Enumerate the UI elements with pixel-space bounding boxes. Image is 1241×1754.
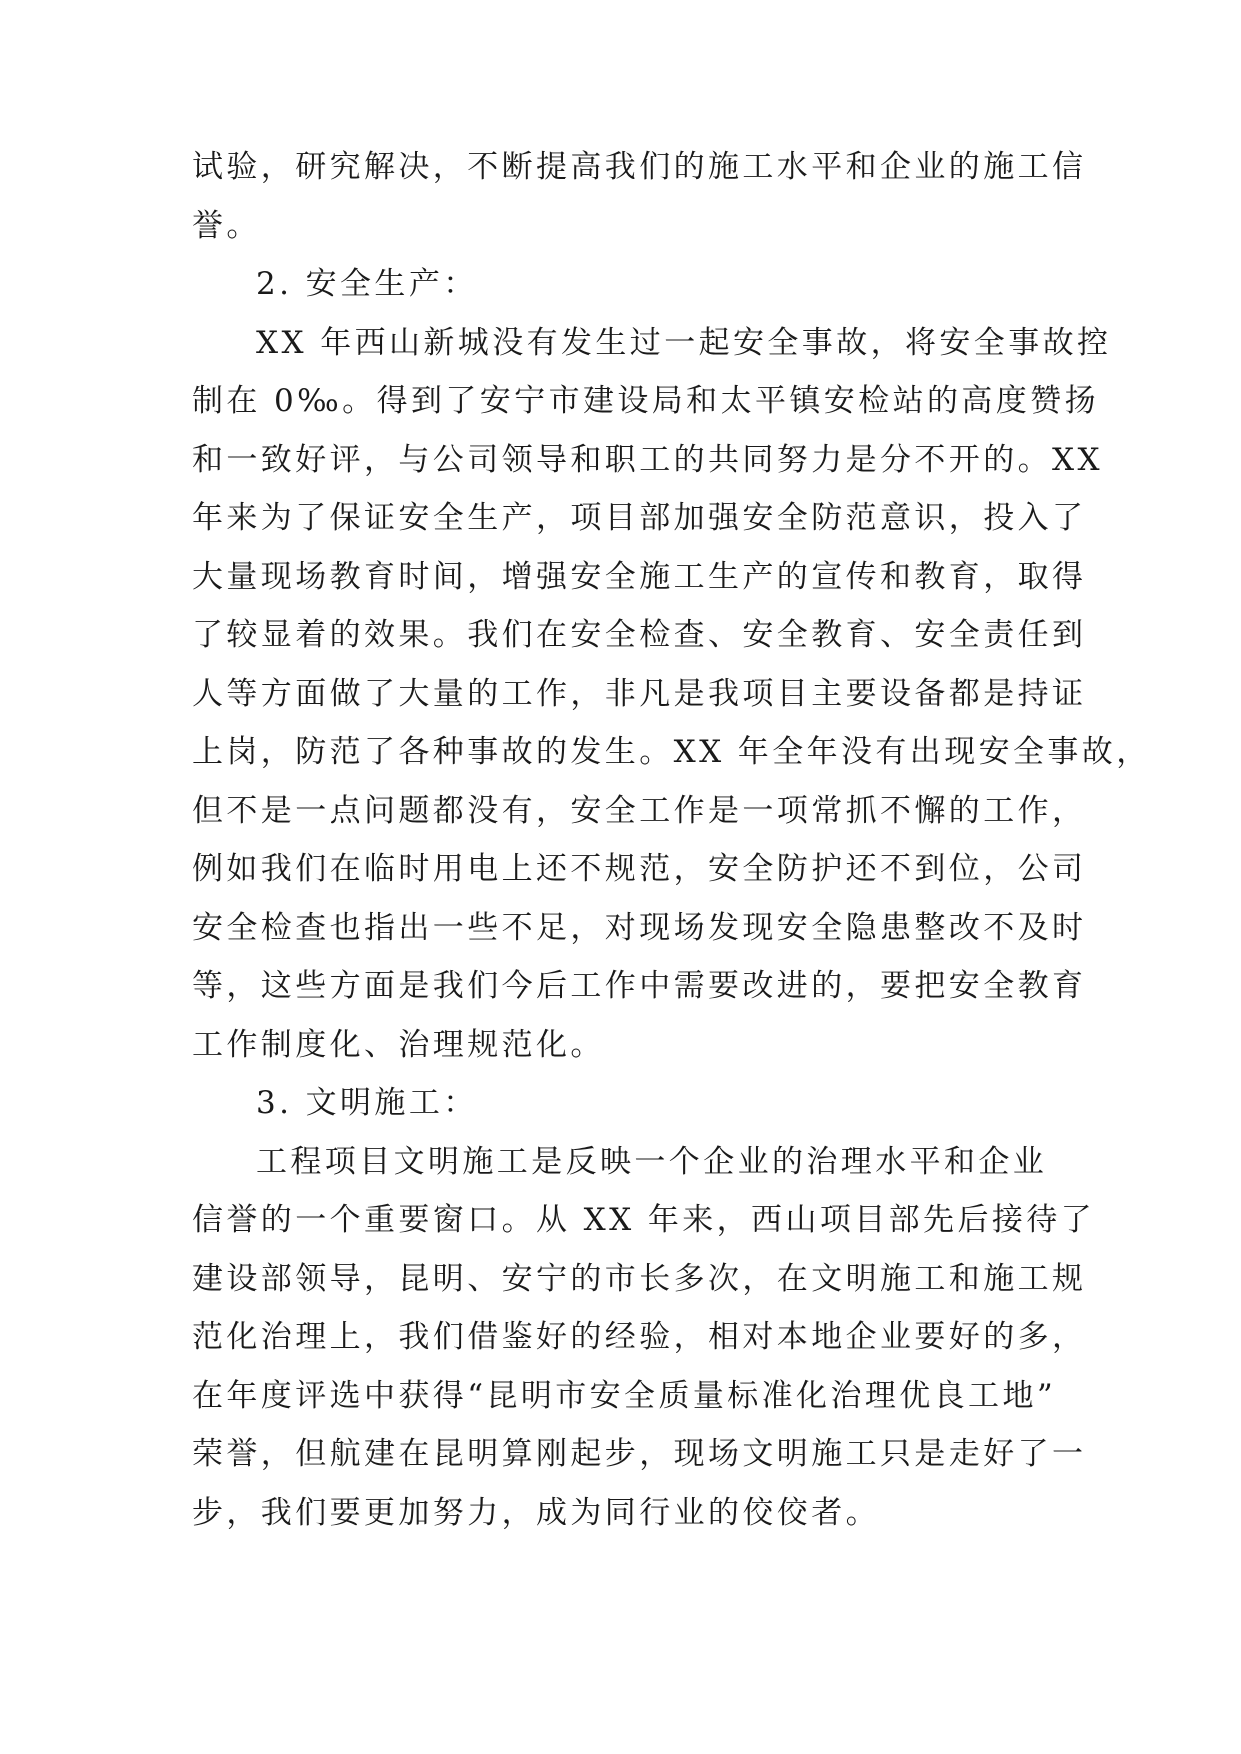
text-line: 但不是一点问题都没有，安全工作是一项常抓不懈的工作，: [192, 792, 1087, 829]
text-line: 了较显着的效果。我们在安全检查、安全教育、安全责任到: [192, 617, 1087, 653]
text-line: 信誉的一个重要窗口。从 XX 年来，西山项目部先后接待了: [192, 1202, 1096, 1238]
text-line: 荣誉，但航建在昆明算刚起步，现场文明施工只是走好了一: [192, 1436, 1087, 1472]
text-line: 试验，研究解决，不断提高我们的施工水平和企业的施工信: [192, 149, 1087, 185]
text-line: 在年度评选中获得“昆明市安全质量标准化治理优良工地”: [192, 1377, 1057, 1414]
text-line: 等，这些方面是我们今后工作中需要改进的，要把安全教育: [192, 968, 1087, 1004]
text-line: 大量现场教育时间，增强安全施工生产的宣传和教育，取得: [192, 558, 1087, 595]
body-text: [192, 138, 1151, 1542]
section-heading-safety: 2. 安全生产：: [256, 266, 478, 302]
text-line: 上岗，防范了各种事故的发生。XX 年全年没有出现安全事故，: [192, 734, 1151, 770]
section-heading-civilized-construction: 3. 文明施工：: [256, 1085, 478, 1121]
text-line: 工作制度化、治理规范化。: [192, 1026, 605, 1063]
text-line: 誉。: [192, 207, 261, 244]
text-line: 步，我们要更加努力，成为同行业的佼佼者。: [192, 1494, 880, 1531]
text-line: 年来为了保证安全生产，项目部加强安全防范意识，投入了: [192, 500, 1087, 536]
text-line: 建设部领导，昆明、安宁的市长多次，在文明施工和施工规: [192, 1260, 1087, 1297]
text-line: 和一致好评，与公司领导和职工的共同努力是分不开的。XX: [192, 441, 1103, 478]
text-line: XX 年西山新城没有发生过一起安全事故，将安全事故控: [256, 324, 1112, 361]
text-line: 制在 0‰。得到了安宁市建设局和太平镇安检站的高度赞扬: [192, 383, 1099, 419]
text-line: 范化治理上，我们借鉴好的经验，相对本地企业要好的多，: [192, 1319, 1087, 1355]
text-line: 人等方面做了大量的工作，非凡是我项目主要设备都是持证: [192, 675, 1087, 712]
text-line: 安全检查也指出一些不足，对现场发现安全隐患整改不及时: [192, 909, 1087, 946]
text-line: 例如我们在临时用电上还不规范，安全防护还不到位，公司: [192, 851, 1087, 887]
text-line: 工程项目文明施工是反映一个企业的治理水平和企业: [256, 1143, 1048, 1180]
